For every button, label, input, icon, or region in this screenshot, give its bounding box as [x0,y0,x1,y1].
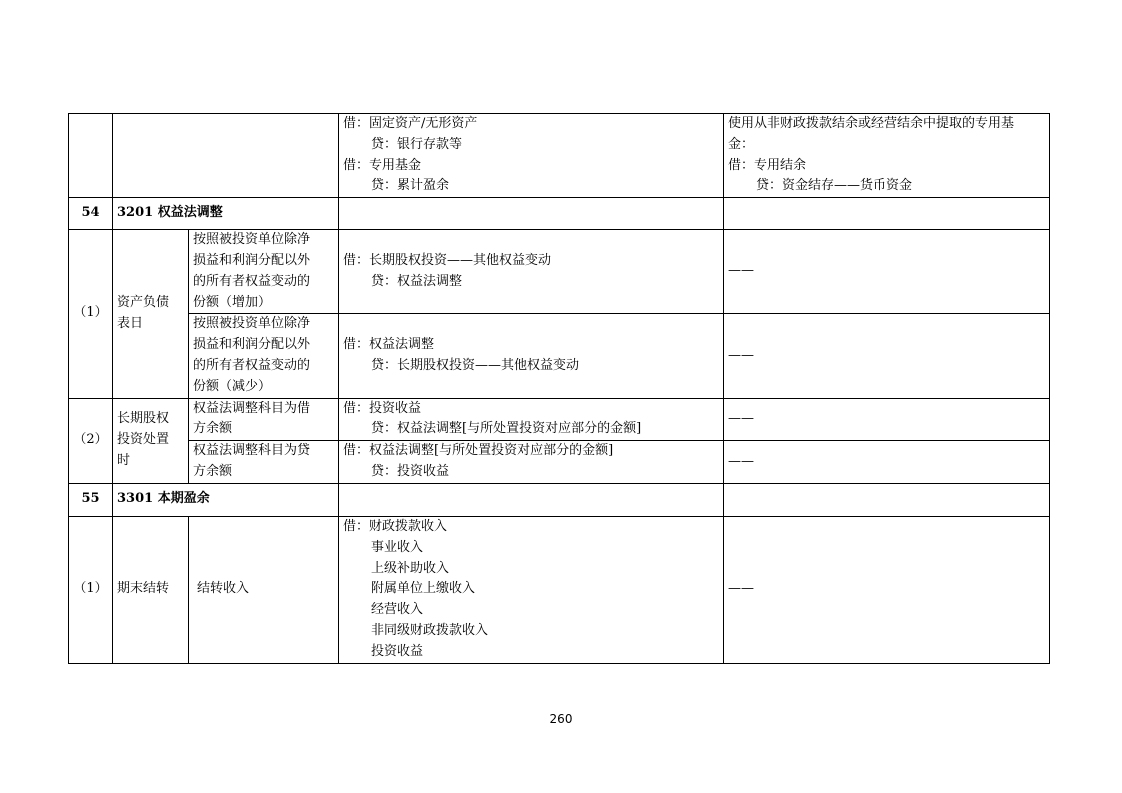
cell-num [69,114,113,198]
budget-line: 借：专用结余 [728,157,807,173]
entry-line: 借：长期股权投资——其他权益变动 [343,252,552,268]
entry-row [69,441,1050,484]
budget-entry-cell: —— [724,230,1050,314]
entry-line: 贷：权益法调整 [371,273,463,289]
accounting-entries-table [68,113,1050,664]
entry-row [69,398,1050,441]
entry-line: 事业收入 [371,539,424,555]
condition-line: 按照被投资单位除净 [193,232,311,248]
sub-label: 期末结转 [113,516,189,663]
entry-line: 借：专用基金 [343,157,422,173]
entry-line: 借：权益法调整[与所处置投资对应部分的金额] [343,443,614,459]
entry-line: 借：财政拨款收入 [343,518,448,534]
budget-entry-cell: —— [724,398,1050,441]
condition-cell: 结转收入 [189,516,339,663]
financial-entry-cell [339,398,724,441]
entry-line: 贷：银行存款等 [371,136,463,152]
sub-index: （1） [69,230,113,398]
budget-entry-cell: —— [724,441,1050,484]
sub-label [113,230,189,398]
page-number: 260 [549,712,573,726]
budget-line: 金： [728,136,755,152]
condition-line: 权益法调整科目为借 [193,400,311,416]
budget-entry-cell [724,114,1050,198]
financial-entry-cell [339,441,724,484]
sub-label-line: 投资处置 [117,432,170,448]
financial-entry-cell [339,198,724,230]
entry-row [69,516,1050,663]
condition-line: 份额（减少） [193,378,272,394]
financial-entry-cell [339,483,724,516]
section-number: 55 [69,483,113,516]
sub-index: （1） [69,516,113,663]
budget-line: 贷：资金结存——货币资金 [756,178,913,194]
continuation-row [69,114,1050,198]
budget-entry-cell: —— [724,516,1050,663]
financial-entry-cell [339,314,724,398]
entry-line: 借：权益法调整 [343,337,435,353]
entry-row [69,230,1050,314]
section-54-header-row [69,198,1050,230]
entry-line: 借：固定资产/无形资产 [343,116,478,131]
condition-cell [189,230,339,314]
condition-line: 按照被投资单位除净 [193,316,311,332]
entry-line: 贷：累计盈余 [371,178,450,194]
budget-entry-cell [724,483,1050,516]
entry-line: 上级补助收入 [371,560,450,576]
entry-line: 非同级财政拨款收入 [371,622,489,638]
sub-label-line: 表日 [117,315,144,331]
condition-cell [189,441,339,484]
financial-entry-cell [339,230,724,314]
budget-line: 使用从非财政拨款结余或经营结余中提取的专用基 [728,116,1015,131]
condition-line: 份额（增加） [193,294,272,310]
entry-line: 附属单位上缴收入 [371,581,476,597]
sub-label [113,398,189,483]
entry-line: 借：投资收益 [343,400,422,416]
cell-item [113,114,339,198]
condition-line: 方余额 [193,463,233,479]
sub-label-line: 资产负债 [117,295,170,311]
financial-entry-cell [339,114,724,198]
section-title: 3301 本期盈余 [113,483,339,516]
entry-line: 投资收益 [371,643,424,659]
sub-label-line: 长期股权 [117,411,170,427]
entry-row [69,314,1050,398]
section-55-header-row [69,483,1050,516]
sub-label-line: 时 [117,453,131,469]
condition-cell [189,398,339,441]
entry-line: 经营收入 [371,602,424,618]
condition-line: 损益和利润分配以外 [193,252,311,268]
budget-entry-cell [724,198,1050,230]
condition-line: 损益和利润分配以外 [193,337,311,353]
entry-line: 贷：长期股权投资——其他权益变动 [371,357,580,373]
condition-line: 的所有者权益变动的 [193,357,311,373]
financial-entry-cell [339,516,724,663]
condition-cell [189,314,339,398]
condition-line: 方余额 [193,421,233,437]
entry-line: 贷：投资收益 [371,463,450,479]
entry-line: 贷：权益法调整[与所处置投资对应部分的金额] [371,421,642,437]
condition-line: 权益法调整科目为贷 [193,443,311,459]
budget-entry-cell: —— [724,314,1050,398]
section-title: 3201 权益法调整 [113,198,339,230]
sub-index: （2） [69,398,113,483]
section-number: 54 [69,198,113,230]
condition-line: 的所有者权益变动的 [193,273,311,289]
